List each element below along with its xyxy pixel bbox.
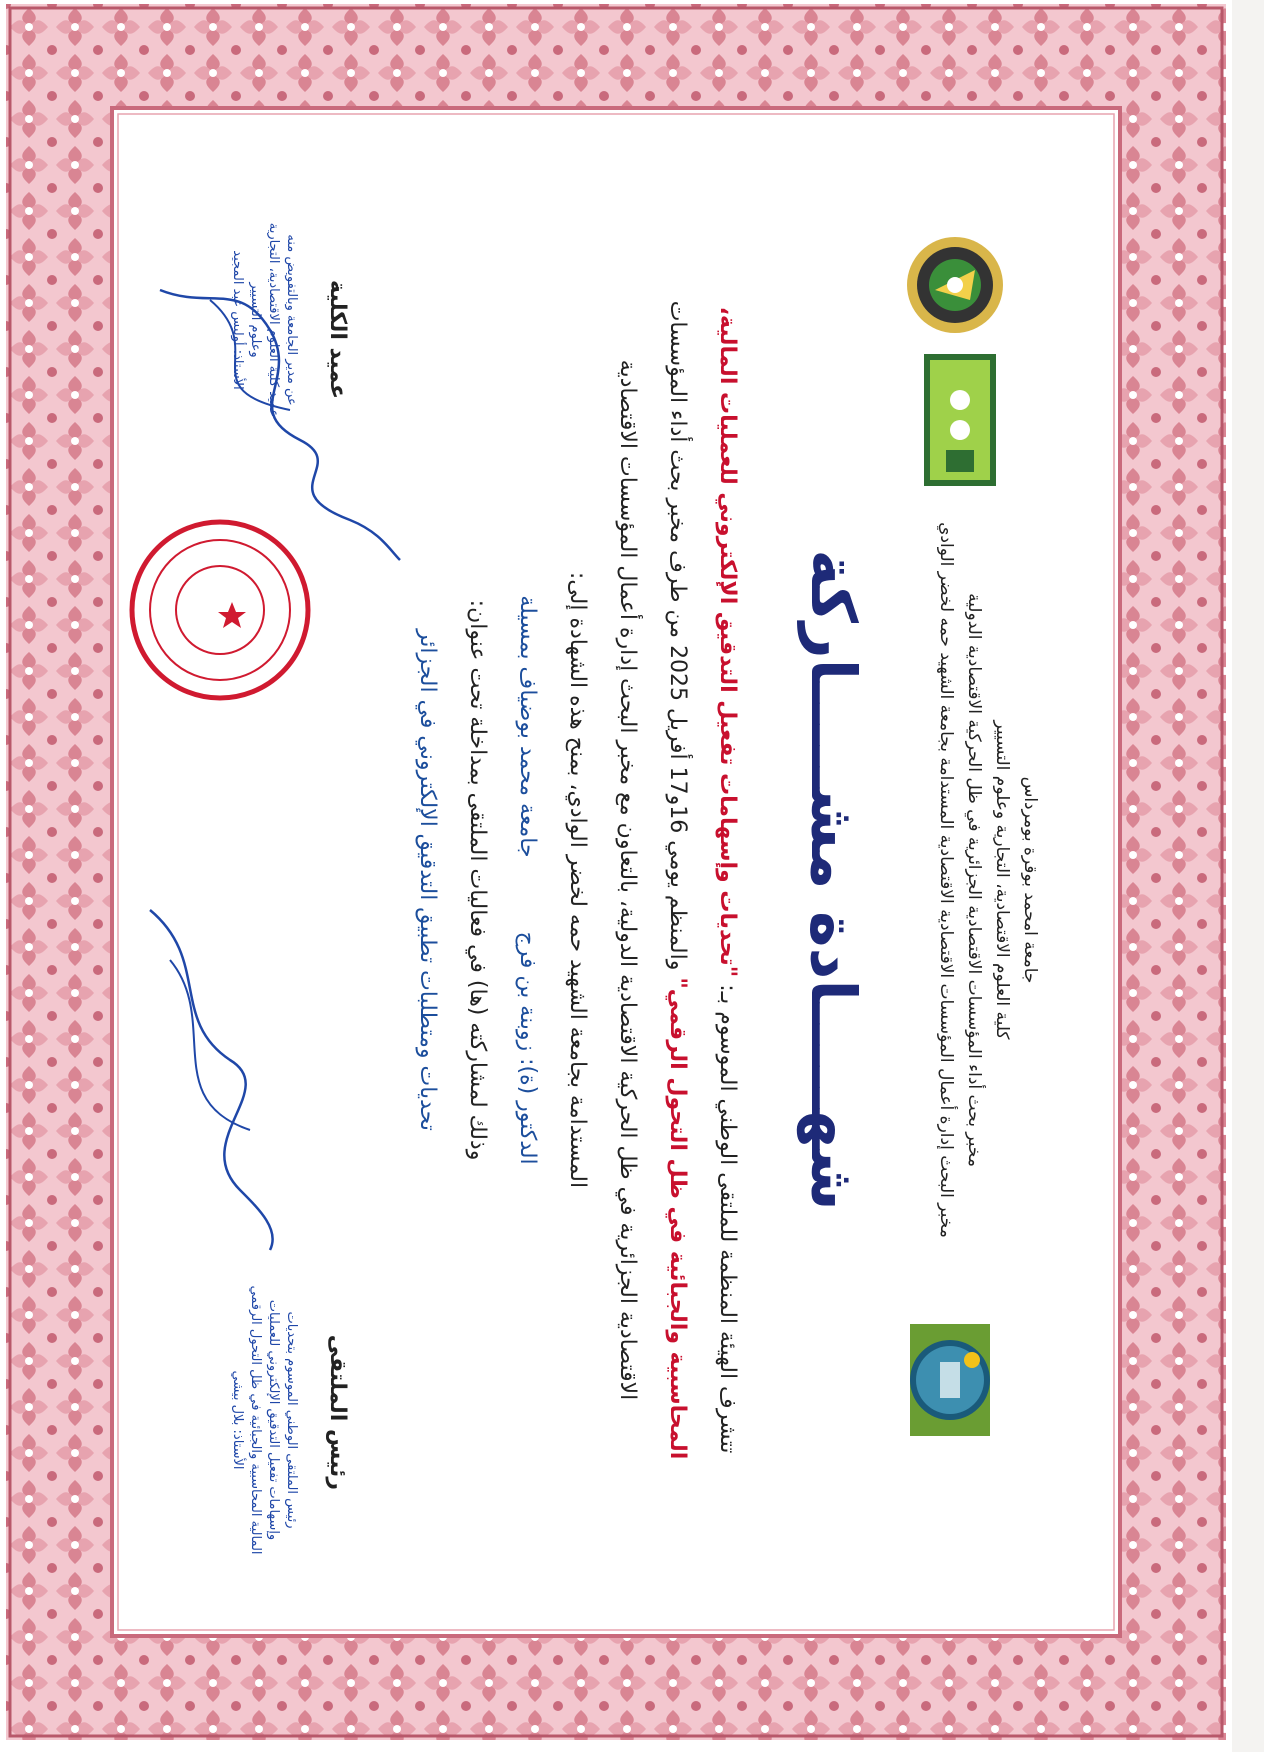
colloquium-title-part2: المحاسبية والجبائية في ظل التحول الرقمي" — [665, 977, 690, 1460]
body-line-1-prefix: تتشرف الهيئة المنظمة للملتقى الوطني الموسوم بـ: — [715, 984, 740, 1454]
paper-title: تحديات ومتطلبات تطبيق التدقيق الإلكتروني في الجزائر — [415, 629, 440, 1131]
colloquium-title-part1: "تحديات وإسهامات تفعيل التدقيق الإلكتروني للعمليات المالية، — [715, 306, 740, 978]
dean-text-4: الأستاذ: أوليس عبد المجيد — [230, 250, 245, 390]
recipient — [515, 100, 540, 1660]
dean-text-1: عن مدير الجامعة وبالتفويض منه — [284, 234, 299, 406]
chair-text-3: المالية المحاسبية والجبائية في ظل التحول الرقمي — [248, 1285, 263, 1555]
lab-name-2: مخبر البحث إدارة أعمال المؤسسات الاقتصادية الاقتصادية المستدامة بجامعة الشهيد حمه لخضر الوادي — [936, 522, 956, 1238]
recipient-name: الدكتور (ة): زوبنة بن فرج — [515, 931, 540, 1165]
body-line-2-rest: والمنظم يومي 16و17 أفريل 2025 من طرف مخبر بحث أداء المؤسسات — [665, 300, 690, 971]
certificate-content — [140, 100, 1040, 1660]
chair-text-1: رئيس الملتقى الوطني الموسوم بتحديات — [284, 1311, 299, 1529]
lab-name-1: مخبر بحث أداء المؤسسات الاقتصادية الجزائرية في ظل الحركية الاقتصادية الدولية — [964, 593, 984, 1167]
body-line-3: الاقتصادية الجزائرية في ظل الحركية الاقتصادية الدولية، بالتعاون مع مخبر البحث إدارة أعمال المؤسسات الاقتصادية — [615, 359, 640, 1401]
chair-role: رئيس الملتقى — [325, 1334, 350, 1490]
body-line-2 — [665, 100, 690, 1660]
faculty-name: كلية العلوم الاقتصادية، التجارية وعلوم التسيير — [992, 720, 1012, 1040]
chair-text-4: الأستاذ: بلال بيشي — [230, 1370, 245, 1470]
dean-text-3: وعلوم التسيير — [248, 282, 263, 358]
dean-role: عميد الكلية — [325, 280, 350, 400]
university-name: جامعة امحمد بوقرة بومرداس — [1020, 776, 1040, 984]
certificate-title: شهـــــادة مشـــــاركة — [797, 549, 870, 1211]
recipient-university: جامعة محمد بوضياف بمسيلة — [515, 595, 540, 858]
dean-signature-block — [228, 160, 300, 480]
chair-signature-block — [228, 1260, 300, 1580]
dean-text-2: عميد كلية العلوم الاقتصادية، التجارية — [266, 222, 281, 418]
body-line-1 — [715, 100, 740, 1660]
body-line-6: وذلك لمشاركته (ها) في فعاليات الملتقى بمداخلة تحت عنوان: — [465, 599, 490, 1161]
chair-text-2: وإسهامات تفعيل التدقيق الإلكتروني للعمليات — [266, 1299, 281, 1541]
body-line-4: المستدامة بجامعة الشهيد حمه لخضر الوادي، بمنح هذه الشهادة إلى: — [565, 571, 590, 1189]
